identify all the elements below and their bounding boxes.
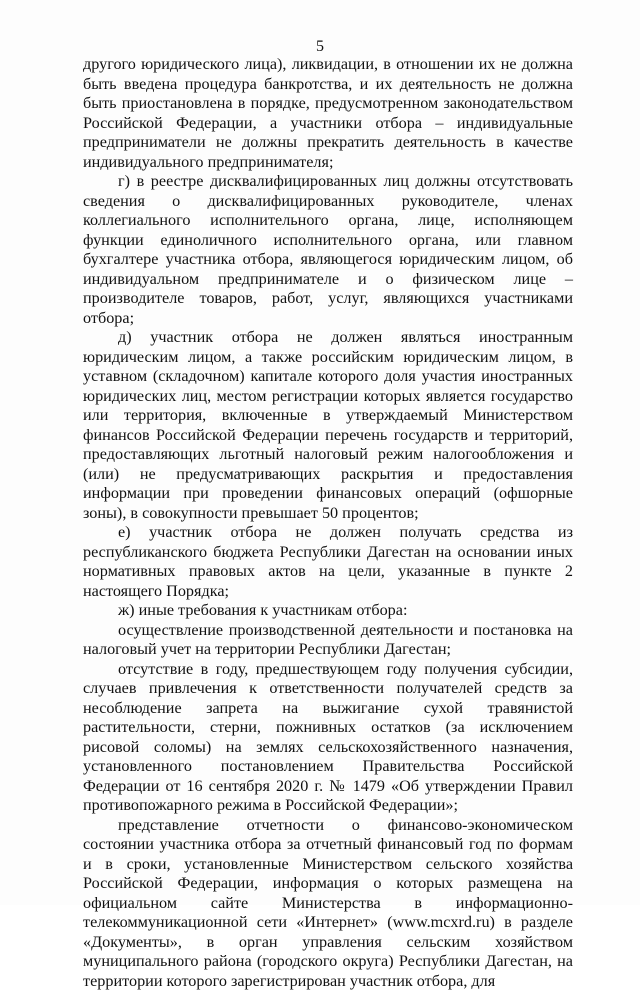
paragraph-item-e: е) участник отбора не должен получать средства из республиканского бюджета Республики Дагестан на основании иных нормативных правовых актов на цели, указанные в пункте 2 настоящего Порядка; <box>83 523 573 601</box>
paragraph-item-g: г) в реестре дисквалифицированных лиц должны отсутствовать сведения о дисквалифицированных руководителе, членах коллегиального исполнительного органа, лице, исполняющем функции единоличного исполнительного органа, или главном бухгалтере участника отбора, являющегося юридическим лицом, об индивидуальном предпринимателе и о физическом лице – производителе товаров, работ, услуг, являющихся участниками отбора; <box>83 172 573 328</box>
paragraph-continuation: другого юридического лица), ликвидации, в отношении их не должна быть введена процедура банкротства, и их деятельность не должна быть приостановлена в порядке, предусмотренном законодательством Российской Федерации, а участники отбора – индивидуальные предприниматели не должны прекратить деятельность в качестве индивидуального предпринимателя; <box>83 55 573 172</box>
paragraph-requirement-tax-registration: осуществление производственной деятельности и постановка на налоговый учет на территории Республики Дагестан; <box>83 621 573 660</box>
page-number: 5 <box>0 38 640 56</box>
paragraph-item-zh: ж) иные требования к участникам отбора: <box>83 601 573 621</box>
paragraph-requirement-fire-safety: отсутствие в году, предшествующем году получения субсидии, случаев привлечения к ответственности получателей средств за несоблюдение запрета на выжигание сухой травянистой растительности, стерни, пожнивных остатков (за исключением рисовой соломы) на землях сельскохозяйственного назначения, установленного постановлением Правительства Российской Федерации от 16 сентября 2020 г. № 1479 «Об утверждении Правил противопожарного режима в Российской Федерации»; <box>83 660 573 816</box>
paragraph-requirement-reporting: представление отчетности о финансово-экономическом состоянии участника отбора за отчетный финансовый год по формам и в сроки, установленные Министерством сельского хозяйства Российской Федерации, информация о которых размещена на официальном сайте Министерства в информационно-телекоммуникационной сети «Интернет» (www.mcxrd.ru) в разделе «Документы», в орган управления сельским хозяйством муниципального района (городского округа) Республики Дагестан, на территории которого зарегистрирован участник отбора, для <box>83 816 573 991</box>
paragraph-item-d: д) участник отбора не должен являться иностранным юридическим лицом, а также российским юридическим лицом, в уставном (складочном) капитале которого доля участия иностранных юридических лиц, местом регистрации которых является государство или территория, включенные в утверждаемый Министерством финансов Российской Федерации перечень государств и территорий, предоставляющих льготный налоговый режим налогообложения и (или) не предусматривающих раскрытия и предоставления информации при проведении финансовых операций (офшорные зоны), в совокупности превышает 50 процентов; <box>83 328 573 523</box>
document-body <box>83 55 573 991</box>
